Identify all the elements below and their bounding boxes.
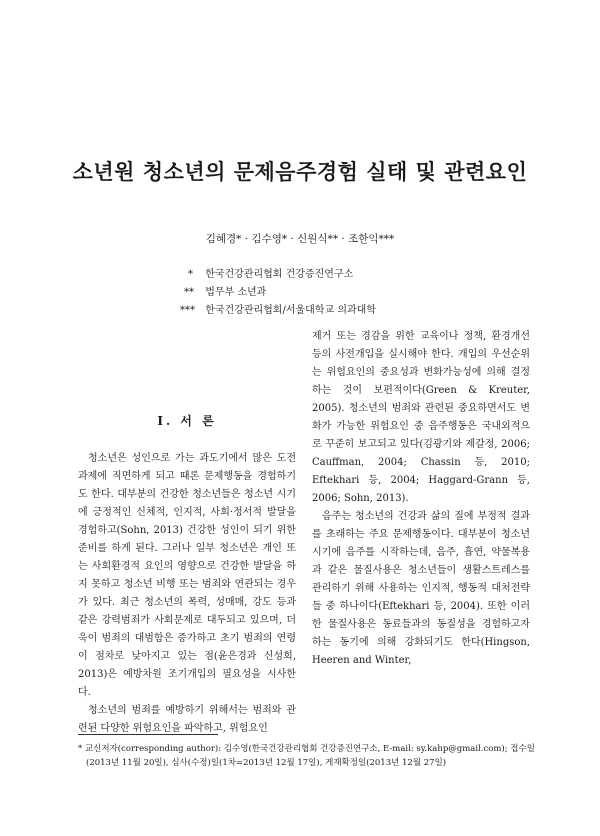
affiliation-item [180, 266, 540, 284]
section-heading: Ⅰ. 서 론 [157, 414, 217, 428]
affiliation-text: 한국건강관리협회/서울대학교 의과대학 [205, 305, 376, 316]
affiliation-item [180, 302, 540, 320]
affiliation-text: 법무부 소년과 [205, 287, 267, 298]
paper-title: 소년원 청소년의 문제음주경험 실태 및 관련요인 [72, 159, 528, 184]
affiliation-mark: ** [184, 287, 194, 298]
body-paragraph: 제거 또는 경감을 위한 교육이나 정책, 환경개선 등의 사전개입을 실시해야 한다. 개입의 우선순위는 위험요인의 중요성과 변화가능성에 의해 결정하는 것이 보편적이다(Green & Kreuter, 2005). 청소년의 범죄와 관련된 중요하면서도 변화가 가능한 위험요인 중 음주행동은 국내외적으로 꾸준히 보고되고 있다(김광기와 제갈정, 2006; Cauffman, 2004; Chassin 등, 2010; Eftekhari 등, 2004; Haggard-Grann 등, 2006; Sohn, 2013). [312, 331, 530, 504]
body-paragraph: 청소년은 성인으로 가는 과도기에서 많은 도전과제에 직면하게 되고 때론 문제행동을 경험하기도 한다. 대부분의 건강한 청소년들은 청소년 시기에 긍정적인 신체적, 인지적, 사회·정서적 발달을 경험하고(Sohn, 2013) 건강한 성인이 되기 위한 준비를 하게 된다. 그러나 일부 청소년은 개인 또는 사회환경적 요인의 영향으로 건강한 발달을 하지 못하고 청소년 비행 또는 범죄와 연관되는 경우가 있다. 최근 청소년의 폭력, 성매매, 강도 등과 같은 강력범죄가 사회문제로 대두되고 있으며, 더욱이 범죄의 대범함은 증가하고 초기 범죄의 연령이 점차로 낮아지고 있는 점(윤은경과 신성희, 2013)은 예방차원 조기개입의 필요성을 시사한다. [78, 453, 296, 698]
affiliation-mark: *** [180, 305, 195, 316]
footnote-divider [78, 734, 218, 735]
footnote: * 교신저자(corresponding author): 김수영(한국건강관리협회 건강증진연구소, E-mail: sy.kahp@gmail.com); 접수일(2013년 11월 20일), 심사(수정)일(1차=2013년 12월 17일), 게재확정일(2013년 12월 27일) [78, 744, 535, 768]
author-list: 김혜경* · 김수영* · 신원식** · 조한익*** [205, 233, 395, 245]
left-column [78, 412, 296, 738]
affiliation-list [180, 266, 540, 320]
body-paragraph: 청소년의 범죄를 예방하기 위해서는 범죄와 관련된 다양한 위험요인을 파악하고, 위험요인 [78, 705, 296, 734]
affiliation-mark: * [188, 269, 193, 280]
affiliation-text: 한국건강관리협회 건강증진연구소 [205, 269, 354, 280]
affiliation-item [180, 284, 540, 302]
right-column [312, 328, 530, 670]
body-paragraph: 음주는 청소년의 건강과 삶의 질에 부정적 결과를 초래하는 주요 문제행동이다. 대부분이 청소년 시기에 음주를 시작하는데, 음주, 흡연, 약물복용과 같은 물질사용은 청소년들이 생활스트레스를 관리하기 위해 사용하는 인지적, 행동적 대처전략들 중 하나이다(Eftekhari 등, 2004). 또한 이러한 물질사용은 동료들과의 동질성을 경험하고자 하는 동기에 의해 강화되기도 한다(Hingson, Heeren and Winter, [312, 511, 530, 666]
